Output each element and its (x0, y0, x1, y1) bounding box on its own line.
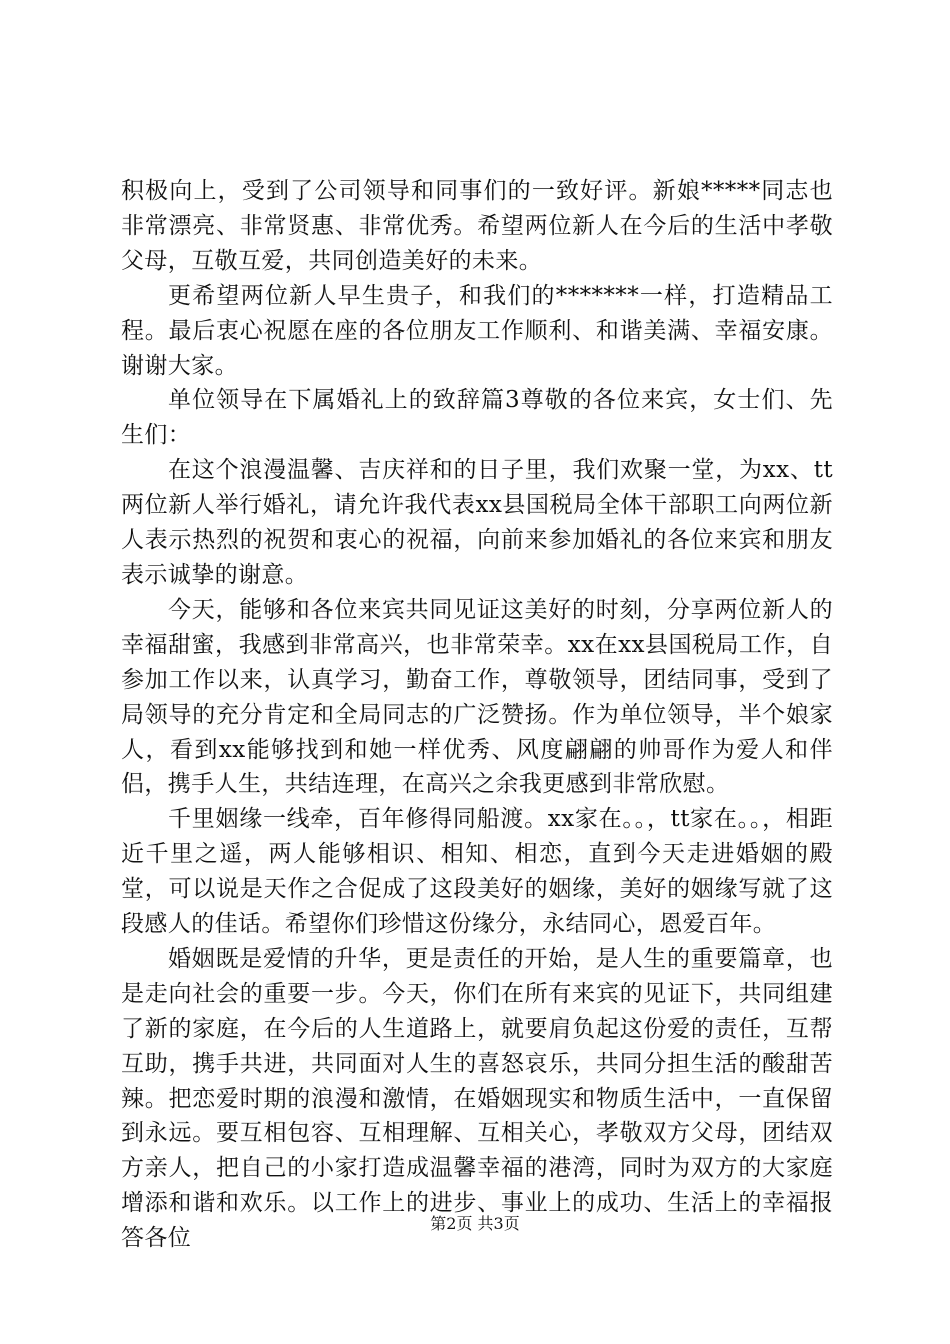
paragraph: 更希望两位新人早生贵子，和我们的*******一样，打造精品工程。最后衷心祝愿在座的各位朋友工作顺利、和谐美满、幸福安康。谢谢大家。 (121, 282, 833, 379)
paragraph: 千里姻缘一线牵，百年修得同船渡。xx家在。。，tt家在。。，相距近千里之遥，两人能够相识、相知、相恋，直到今天走进婚姻的殿堂，可以说是天作之合促成了这段美好的姻缘，美好的姻缘写就了这段感人的佳话。希望你们珍惜这份缘分，永结同心，恩爱百年。 (121, 806, 833, 938)
document-body (121, 174, 833, 1256)
paragraph: 婚姻既是爱情的升华，更是责任的开始，是人生的重要篇章，也是走向社会的重要一步。今天，你们在所有来宾的见证下，共同组建了新的家庭，在今后的人生道路上，就要肩负起这份爱的责任，互帮互助，携手共进，共同面对人生的喜怒哀乐，共同分担生活的酸甜苦辣。把恋爱时期的浪漫和激情，在婚姻现实和物质生活中，一直保留到永远。要互相包容、互相理解、互相关心，孝敬双方父母，团结双方亲人，把自己的小家打造成温馨幸福的港湾，同时为双方的大家庭增添和谐和欢乐。以工作上的进步、事业上的成功、生活上的幸福报答各位 (121, 945, 833, 1252)
paragraph-continuation: 积极向上，受到了公司领导和同事们的一致好评。新娘*****同志也非常漂亮、非常贤惠、非常优秀。希望两位新人在今后的生活中孝敬父母，互敬互爱，共同创造美好的未来。 (121, 178, 833, 274)
page-number-footer: 第2页 共3页 (430, 1214, 520, 1233)
paragraph: 在这个浪漫温馨、吉庆祥和的日子里，我们欢聚一堂，为xx、tt两位新人举行婚礼，请允许我代表xx县国税局全体干部职工向两位新人表示热烈的祝贺和衷心的祝福，向前来参加婚礼的各位来宾和朋友表示诚挚的谢意。 (121, 457, 833, 588)
paragraph-heading: 单位领导在下属婚礼上的致辞篇3尊敬的各位来宾，女士们、先生们： (121, 387, 833, 449)
paragraph: 今天，能够和各位来宾共同见证这美好的时刻，分享两位新人的幸福甜蜜，我感到非常高兴，也非常荣幸。xx在xx县国税局工作，自参加工作以来，认真学习，勤奋工作，尊敬领导，团结同事，受到了局领导的充分肯定和全局同志的广泛赞扬。作为单位领导，半个娘家人，看到xx能够找到和她一样优秀、风度翩翩的帅哥作为爱人和伴侣，携手人生，共结连理，在高兴之余我更感到非常欣慰。 (121, 596, 833, 798)
